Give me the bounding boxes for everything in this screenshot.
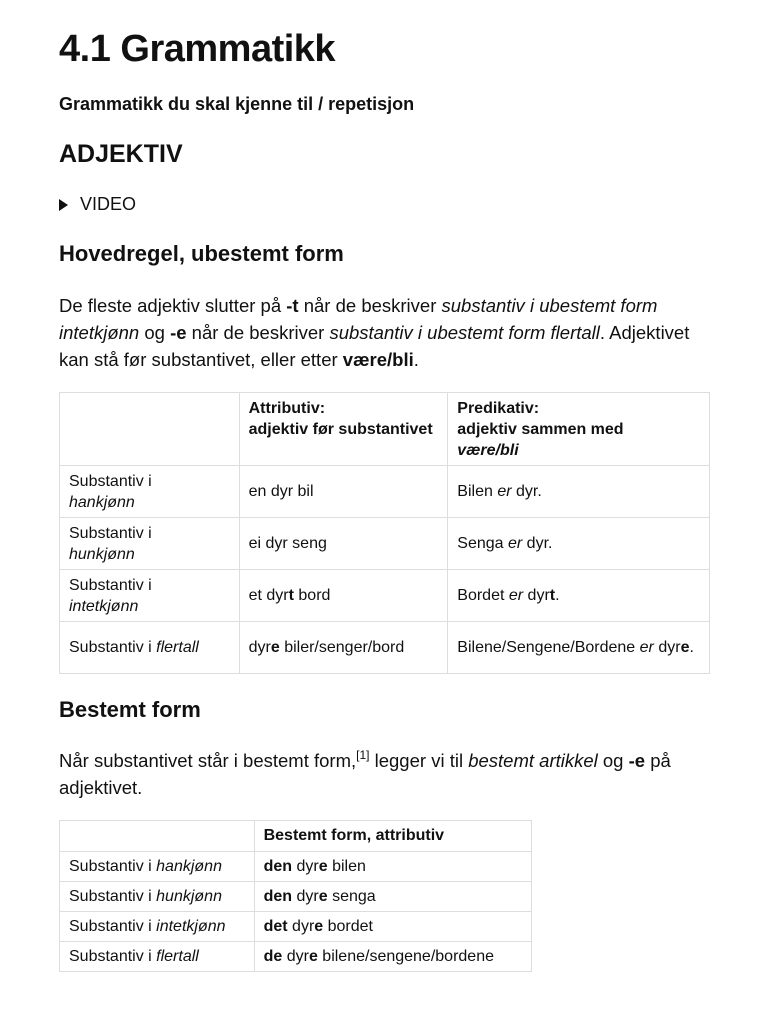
row-label: Substantiv i hunkjønn [60, 518, 240, 570]
row-label: Substantiv i intetkjønn [60, 912, 255, 942]
video-disclosure[interactable] [59, 194, 136, 215]
footnote-ref[interactable]: [1] [356, 747, 370, 762]
header-attributiv: Attributiv: adjektiv før substantivet [239, 393, 448, 466]
header-bestemt-attributiv: Bestemt form, attributiv [254, 821, 531, 852]
video-label: VIDEO [80, 194, 137, 214]
table-header-empty [60, 393, 240, 466]
table-row [60, 518, 710, 570]
table-header-row [60, 821, 532, 852]
section-heading-adjektiv: ADJEKTIV [59, 140, 183, 168]
heading-ubestemt-form: Hovedregel, ubestemt form [59, 241, 344, 266]
row-label: Substantiv i hankjønn [60, 852, 255, 882]
heading-bestemt-form: Bestemt form [59, 697, 201, 722]
row-label: Substantiv i flertall [60, 622, 240, 674]
attributiv-cell: dyre biler/senger/bord [239, 622, 448, 674]
table-row [60, 570, 710, 622]
bestemt-cell: det dyre bordet [254, 912, 531, 942]
paragraph-ubestemt: De fleste adjektiv slutter på -t når de beskriver substantiv i ubestemt form intetkjønn og -e når de beskriver substantiv i ubestemt form flertall. Adjektivet kan stå før substantivet, eller etter være/bli. [59, 295, 690, 370]
play-triangle-icon [59, 199, 68, 211]
table-row [60, 882, 532, 912]
paragraph-bestemt: Når substantivet står i bestemt form,[1] legger vi til bestemt artikkel og -e på adjektivet. [59, 747, 671, 798]
table-row [60, 912, 532, 942]
table-header-row [60, 393, 710, 466]
attributiv-cell: en dyr bil [239, 466, 448, 518]
table-ubestemt-form [59, 392, 710, 674]
table-bestemt-form [59, 820, 532, 972]
row-label: Substantiv i intetkjønn [60, 570, 240, 622]
attributiv-cell: ei dyr seng [239, 518, 448, 570]
predikativ-cell: Senga er dyr. [448, 518, 710, 570]
table-row [60, 852, 532, 882]
bestemt-cell: de dyre bilene/sengene/bordene [254, 942, 531, 972]
row-label: Substantiv i flertall [60, 942, 255, 972]
row-label: Substantiv i hunkjønn [60, 882, 255, 912]
table-row [60, 466, 710, 518]
predikativ-cell: Bilen er dyr. [448, 466, 710, 518]
table-row [60, 622, 710, 674]
bestemt-cell: den dyre bilen [254, 852, 531, 882]
header-predikativ: Predikativ: adjektiv sammen med være/bli [448, 393, 710, 466]
table-row [60, 942, 532, 972]
page-title: 4.1 Grammatikk [59, 28, 336, 70]
predikativ-cell: Bilene/Sengene/Bordene er dyre. [448, 622, 710, 674]
predikativ-cell: Bordet er dyrt. [448, 570, 710, 622]
attributiv-cell: et dyrt bord [239, 570, 448, 622]
row-label: Substantiv i hankjønn [60, 466, 240, 518]
page-subtitle: Grammatikk du skal kjenne til / repetisjon [59, 94, 415, 114]
table-header-empty [60, 821, 255, 852]
bestemt-cell: den dyre senga [254, 882, 531, 912]
